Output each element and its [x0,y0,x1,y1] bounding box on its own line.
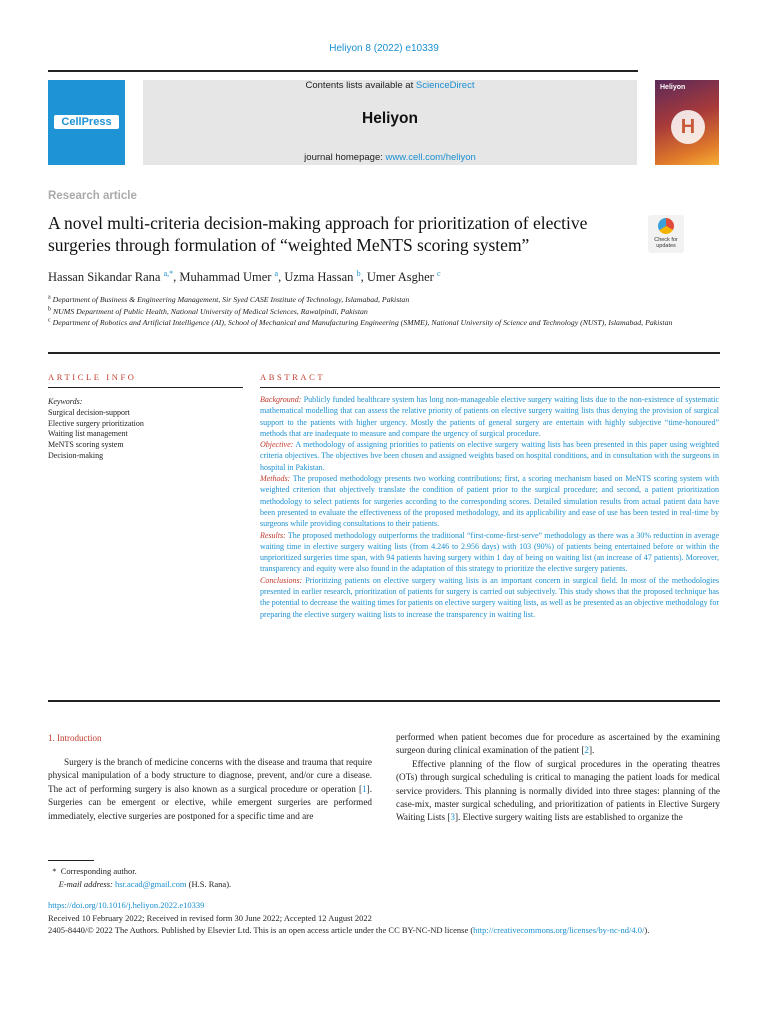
article-metadata [48,899,720,937]
author-name[interactable]: Uzma Hassan [284,270,354,284]
abstract-conclusions [260,575,719,620]
abstract-section-text: Publicly funded healthcare system has long non-manageable elective surgery waiting lists due to the non-existence of systematic mathematical modelling that can assess the relative priority of patients on elective surgery waiting lists thus denying the provision of surgical support to the patients with higher urgency. Mostly the patients of general surgery are entertain with highly subjective “time-honoured” methods that are inadequate to measure and compare the urgency of surgical procedure. [260,395,719,438]
abstract-background [260,394,719,439]
affiliation-mark: b [48,305,51,312]
keyword-item: MeNTS scoring system [48,440,124,450]
author-separator: , [173,270,180,284]
top-divider [48,70,638,72]
section-divider [48,700,720,702]
journal-cover-image[interactable] [655,80,719,165]
body-paragraph [48,756,372,823]
article-info-heading: ARTICLE INFO [48,372,137,382]
license-text: 2405-8440/© 2022 The Authors. Published by Elsevier Ltd. This is an open access article under the CC BY-NC-ND license ( [48,925,474,936]
keyword-item: Elective surgery prioritization [48,418,144,428]
citation-link[interactable]: 1 [362,783,367,794]
affiliation-mark: c [48,317,51,324]
email-link[interactable]: hsr.acad@gmail.com [114,879,187,889]
author-separator: , [278,270,285,284]
abstract-heading: ABSTRACT [260,372,326,382]
keyword-item: Decision-making [48,450,104,460]
footnote-divider [48,860,94,861]
crossmark-icon [658,218,674,234]
abstract-section-label: Methods: [260,474,291,484]
cover-title: Heliyon [660,84,686,91]
logo-text: CellPress [61,116,112,128]
body-paragraph [396,731,720,758]
body-column-right [396,731,720,825]
introduction-heading: 1. Introduction [48,733,102,743]
citation-link[interactable]: 3 [450,812,455,823]
check-for-updates-button[interactable] [648,215,684,253]
keywords-label: Keywords: [48,397,83,406]
affiliations [48,294,720,329]
abstract-section-text: The proposed methodology outperforms the traditional “first-come-first-serve” methodology as there was a 30% reduction in average waiting time in elective surgery waiting lists (from 4.246 to 2.956 days) with 103 (90%) of patients being entertained before or within the unprioritized surgeries time span, with 94 patients having surgery within 1 day of being on waiting list (an increase of 47 patients). Moreover, transparency and equity were also found in the adaptation of this strategy to prioritize the elective surgery patients. [260,530,719,574]
contents-line [143,80,637,92]
email-owner: (H.S. Rana). [186,879,232,889]
homepage-prefix: journal homepage: [304,152,386,163]
publisher-logo[interactable] [48,80,125,165]
corresponding-author-note: * Corresponding author. [48,866,137,876]
affiliation-item [48,306,720,318]
body-text: Effective planning of the flow of surgical procedures in the operating theatres (OTs) through surgical scheduling is critical to managing the patient loads for medical service providers. This planning is normally divided into three stages: planning of the case-mix, master surgical scheduling, and prioritization of patients in Elective Surgery Waiting Lists [ [396,758,720,823]
body-column-left [48,756,372,823]
journal-header [143,80,637,165]
body-paragraph [396,758,720,825]
journal-title: Heliyon [362,110,418,127]
section-divider [48,352,720,354]
keyword-item: Waiting list management [48,429,128,439]
author-separator: , [360,270,367,284]
body-text: performed when patient becomes due for procedure as ascertained by the examining surgeon during clinical examination of the patient [ [396,732,720,756]
author-affiliation-mark[interactable]: a [274,268,279,278]
body-text: ]. Elective surgery waiting lists are established to organize the [454,812,683,823]
footnotes [48,865,231,891]
abstract-objective [260,439,719,473]
abstract-section-text: The proposed methodology presents two working contributions; first, a scoring mechanism based on MeNTS scoring system with weighted criterion that objectively translate the condition of patient prior to the surgical procedure; and second, a patient prioritization methodology to select patients for surgeries according to the corresponding scores. Detailed simulation results from actual patient data have been presented to evaluate the effectiveness of the proposed methodology, and its applicability and ease of use has been tested in real-time by surgeons while providing consultations to their patients. [260,474,719,529]
cover-h-glyph: H [680,116,696,138]
author-affiliation-mark[interactable]: a,* [163,268,174,278]
sciencedirect-link[interactable]: ScienceDirect [415,80,475,91]
abstract-methods [260,473,719,529]
crossmark-label: Check for updates [654,237,678,249]
author-name[interactable]: Muhammad Umer [179,270,272,284]
affiliation-mark: a [48,294,51,301]
abstract-section-label: Objective: [260,440,294,450]
author-name[interactable]: Umer Asgher [366,270,434,284]
email-note [48,878,231,891]
journal-reference-link[interactable]: Heliyon 8 (2022) e10339 [329,43,439,54]
license-link[interactable]: http://creativecommons.org/licenses/by-nc-nd/4.0/ [473,925,645,936]
article-title: A novel multi-criteria decision-making approach for prioritization of elective surgeries through formulation of “weighted MeNTS scoring system” [48,213,588,255]
affiliation-text: NUMS Department of Public Health, National University of Medical Sciences, Rawalpindi, Pakistan [52,306,368,316]
citation-link[interactable]: 2 [584,745,589,756]
contents-prefix: Contents lists available at [305,80,416,91]
affiliation-item [48,294,720,306]
abstract-section-label: Results: [260,530,286,540]
corresponding-text: Corresponding author. [60,866,137,876]
abstract-section-label: Conclusions: [260,575,303,585]
abstract-section-text: A methodology of assigning priorities to patients on elective surgery waiting lists has been presented in this paper using weighted criteria objectives. The objectives hve been chosen and assigned weights based on hospital conditions, and in consultation with the surgeons in hospital in Pakistan. [260,440,719,472]
abstract-body [260,394,719,620]
body-text: Surgery is the branch of medicine concerns with the disease and trauma that require physical manipulation of a body structure to diagnose, prevent, and/or cure a disease. The act of performing surgery is also known as a surgical procedure or operation [ [48,757,372,794]
body-text: ]. Surgeries can be emergent or elective, while emergent surgeries are performed immediately, elective surgeries are postponed for a specific time and are [48,783,372,821]
affiliation-item [48,317,720,329]
received-dates: Received 10 February 2022; Received in revised form 30 June 2022; Accepted 12 August 2022 [48,912,372,923]
body-text: ]. [588,745,595,756]
email-label: E-mail address: [58,879,113,889]
author-name[interactable]: Hassan Sikandar Rana [48,270,161,284]
abstract-divider [260,387,720,388]
article-info-divider [48,387,243,388]
article-type: Research article [48,190,137,202]
author-list [48,270,441,285]
homepage-line [143,152,637,163]
doi-link[interactable]: https://doi.org/10.1016/j.heliyon.2022.e10339 [48,900,205,910]
abstract-section-text: Prioritizing patients on elective surgery waiting lists is an important concern in surgical field. In most of the methodologies presented in earlier research, prioritization of patients for surgery is carried out subjectively. This study shows that the proposed technique has the potential to decrease the waiting times for patients on elective surgery waiting lists, as well as be presented as an objective methodology for preparing the elective surgery waiting lists to increase the transparency in waiting list. [260,575,719,619]
cellpress-logo-icon [54,115,119,129]
affiliation-text: Department of Business & Engineering Management, Sir Syed CASE Institute of Technology, Islamabad, Pakistan [52,295,410,304]
abstract-section-label: Background: [260,395,302,404]
author-affiliation-mark[interactable]: c [436,268,441,278]
license-end: ). [644,925,650,936]
affiliation-text: Department of Robotics and Artificial Intelligence (AI), School of Mechanical and Manufacturing Engineering (SMME), National University of Science and Technology (NUST), Islamabad, Pakistan [52,318,673,327]
keyword-item: Surgical decision-support [48,407,130,417]
keywords-block [48,397,243,462]
homepage-link[interactable]: www.cell.com/heliyon [385,152,476,163]
author-affiliation-mark[interactable]: b [356,268,361,278]
license-line [48,924,720,937]
abstract-results [260,530,719,575]
